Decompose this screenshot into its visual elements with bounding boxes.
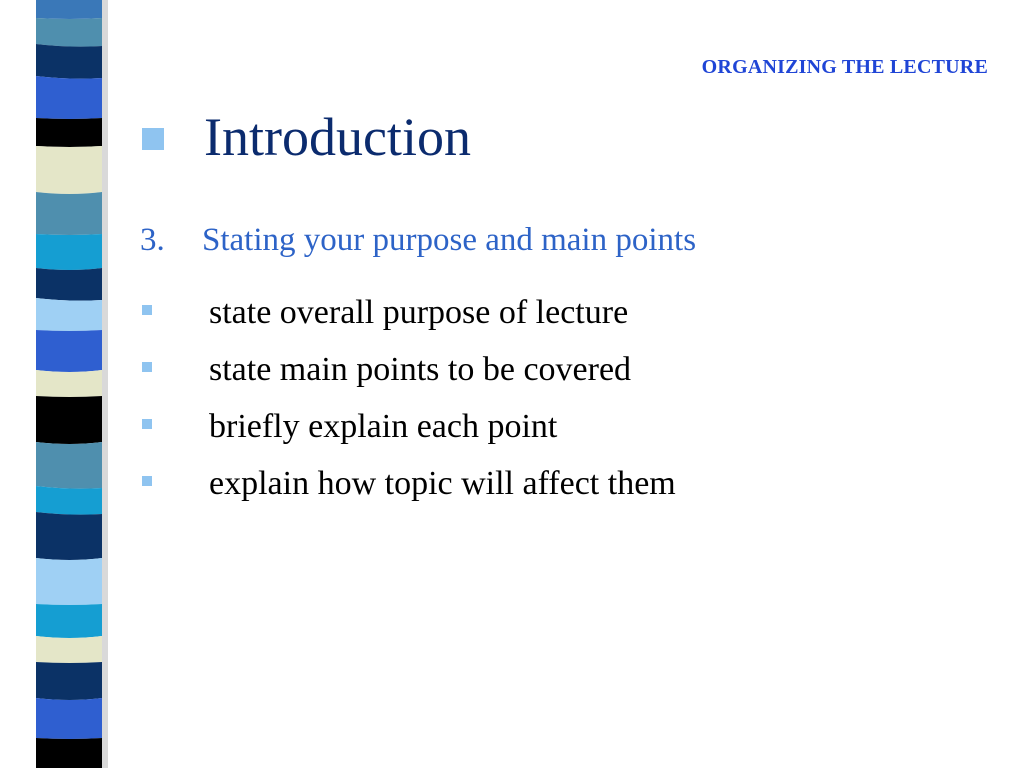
- list-item: [140, 341, 676, 398]
- list-item: [140, 398, 676, 455]
- square-bullet-icon: [142, 305, 152, 315]
- list-item: [140, 455, 676, 512]
- list-item-text: briefly explain each point: [209, 407, 558, 445]
- square-bullet-icon: [142, 419, 152, 429]
- subheading-number: 3.: [140, 222, 165, 258]
- decorative-stripe-band: [30, 0, 108, 768]
- square-bullet-icon: [142, 128, 164, 150]
- slide-title: Introduction: [204, 107, 471, 167]
- list-item-text: state main points to be covered: [209, 350, 632, 388]
- square-bullet-icon: [142, 476, 152, 486]
- bullet-list: [140, 284, 676, 512]
- list-item: [140, 284, 676, 341]
- list-item-text: explain how topic will affect them: [209, 464, 676, 502]
- square-bullet-icon: [142, 362, 152, 372]
- subheading-text: Stating your purpose and main points: [202, 222, 697, 258]
- subheading: [140, 222, 696, 259]
- slide-header-label: ORGANIZING THE LECTURE: [701, 56, 988, 78]
- title-row: [142, 107, 471, 167]
- list-item-text: state overall purpose of lecture: [209, 293, 629, 331]
